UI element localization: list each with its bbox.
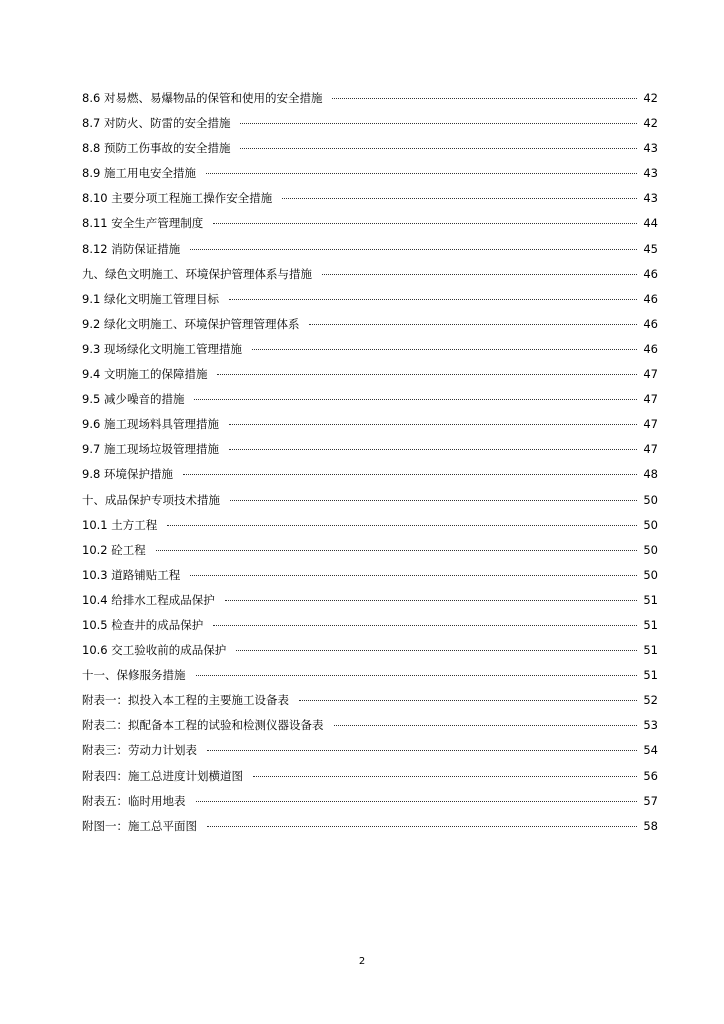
toc-dot-leader <box>240 147 637 149</box>
toc-entry-page: 57 <box>643 793 658 808</box>
toc-dot-leader <box>190 248 637 250</box>
toc-entry-title: 10.3 道路铺贴工程 <box>82 567 181 582</box>
toc-entry[interactable] <box>82 163 658 188</box>
toc-entry-title: 附表三：劳动力计划表 <box>82 743 197 758</box>
toc-entry[interactable] <box>82 314 658 339</box>
toc-entry-title: 10.4 给排水工程成品保护 <box>82 592 215 607</box>
toc-entry-page: 51 <box>643 668 658 683</box>
toc-dot-leader <box>253 775 637 777</box>
toc-dot-leader <box>217 373 637 375</box>
toc-entry[interactable] <box>82 138 658 163</box>
toc-entry-page: 52 <box>643 693 658 708</box>
toc-entry-page: 44 <box>643 216 658 231</box>
toc-entry[interactable] <box>82 264 658 289</box>
toc-dot-leader <box>229 448 637 450</box>
toc-dot-leader <box>299 699 637 701</box>
toc-entry[interactable] <box>82 590 658 615</box>
toc-entry[interactable] <box>82 88 658 113</box>
toc-entry-title: 10.1 土方工程 <box>82 517 158 532</box>
toc-entry-title: 9.1 绿化文明施工管理目标 <box>82 291 219 306</box>
toc-entry-page: 47 <box>643 442 658 457</box>
toc-entry-title: 10.6 交工验收前的成品保护 <box>82 643 227 658</box>
toc-entry-title: 附表二：拟配备本工程的试验和检测仪器设备表 <box>82 718 324 733</box>
toc-entry[interactable] <box>82 364 658 389</box>
toc-entry-title: 10.2 砼工程 <box>82 542 146 557</box>
toc-entry-title: 9.7 施工现场垃圾管理措施 <box>82 442 219 457</box>
toc-entry-title: 9.4 文明施工的保障措施 <box>82 367 208 382</box>
toc-entry-title: 8.7 对防火、防雷的安全措施 <box>82 116 231 131</box>
toc-entry-page: 46 <box>643 266 658 281</box>
toc-dot-leader <box>230 499 637 501</box>
toc-entry-title: 附图一：施工总平面图 <box>82 818 197 833</box>
toc-entry-page: 47 <box>643 392 658 407</box>
toc-entry-title: 8.6 对易燃、易爆物品的保管和使用的安全措施 <box>82 91 323 105</box>
toc-entry[interactable] <box>82 414 658 439</box>
toc-entry[interactable] <box>82 715 658 740</box>
toc-entry-title: 8.12 消防保证措施 <box>82 241 181 256</box>
table-of-contents <box>82 88 658 841</box>
toc-entry-page: 43 <box>643 191 658 206</box>
toc-entry[interactable] <box>82 515 658 540</box>
toc-dot-leader <box>229 423 637 425</box>
toc-entry-title: 9.2 绿化文明施工、环境保护管理管理体系 <box>82 316 300 331</box>
toc-entry[interactable] <box>82 640 658 665</box>
toc-entry-page: 46 <box>643 341 658 356</box>
toc-entry[interactable] <box>82 213 658 238</box>
toc-entry-page: 48 <box>643 467 658 482</box>
toc-entry-title: 附表五：临时用地表 <box>82 793 186 808</box>
toc-entry[interactable] <box>82 239 658 264</box>
toc-dot-leader <box>213 624 637 626</box>
toc-entry-page: 58 <box>643 818 658 833</box>
toc-dot-leader <box>206 172 637 174</box>
toc-entry[interactable] <box>82 565 658 590</box>
toc-entry[interactable] <box>82 490 658 515</box>
toc-entry-title: 9.5 减少噪音的措施 <box>82 392 185 407</box>
toc-dot-leader <box>240 122 637 124</box>
toc-entry-page: 46 <box>643 291 658 306</box>
toc-entry[interactable] <box>82 816 658 841</box>
toc-dot-leader <box>183 473 637 475</box>
toc-dot-leader <box>236 649 637 651</box>
toc-entry-page: 53 <box>643 718 658 733</box>
toc-entry[interactable] <box>82 439 658 464</box>
toc-entry-page: 45 <box>643 241 658 256</box>
toc-dot-leader <box>194 398 637 400</box>
toc-entry-title: 九、绿色文明施工、环境保护管理体系与措施 <box>82 266 312 281</box>
toc-entry-page: 42 <box>643 91 658 105</box>
toc-dot-leader <box>207 825 637 827</box>
toc-dot-leader <box>213 222 637 224</box>
toc-entry-title: 9.8 环境保护措施 <box>82 467 173 482</box>
toc-entry-page: 56 <box>643 768 658 783</box>
toc-entry-title: 十、成品保护专项技术措施 <box>82 492 220 507</box>
toc-dot-leader <box>190 574 637 576</box>
toc-dot-leader <box>167 524 637 526</box>
toc-entry-page: 46 <box>643 316 658 331</box>
toc-entry-page: 43 <box>643 166 658 181</box>
toc-entry[interactable] <box>82 289 658 314</box>
toc-dot-leader <box>252 348 637 350</box>
toc-entry[interactable] <box>82 615 658 640</box>
toc-entry-page: 50 <box>643 567 658 582</box>
toc-entry-page: 51 <box>643 617 658 632</box>
toc-dot-leader <box>196 800 638 802</box>
toc-entry[interactable] <box>82 690 658 715</box>
toc-entry[interactable] <box>82 339 658 364</box>
toc-dot-leader <box>207 749 637 751</box>
toc-entry[interactable] <box>82 188 658 213</box>
toc-dot-leader <box>309 323 637 325</box>
toc-dot-leader <box>322 273 637 275</box>
toc-dot-leader <box>156 549 638 551</box>
toc-dot-leader <box>225 599 638 601</box>
toc-entry-title: 10.5 检查井的成品保护 <box>82 617 204 632</box>
toc-entry-page: 50 <box>643 542 658 557</box>
toc-entry-title: 9.3 现场绿化文明施工管理措施 <box>82 341 242 356</box>
toc-dot-leader <box>282 197 637 199</box>
toc-entry-title: 9.6 施工现场料具管理措施 <box>82 417 219 432</box>
toc-entry-title: 附表四：施工总进度计划横道图 <box>82 768 243 783</box>
toc-entry-page: 54 <box>643 743 658 758</box>
toc-entry[interactable] <box>82 766 658 791</box>
toc-entry-page: 50 <box>643 492 658 507</box>
toc-entry[interactable] <box>82 665 658 690</box>
toc-dot-leader <box>332 97 637 99</box>
toc-entry-title: 8.10 主要分项工程施工操作安全措施 <box>82 191 273 206</box>
toc-entry[interactable] <box>82 464 658 489</box>
toc-entry-title: 8.8 预防工伤事故的安全措施 <box>82 141 231 156</box>
toc-dot-leader <box>196 674 638 676</box>
toc-entry-page: 47 <box>643 367 658 382</box>
toc-entry-page: 43 <box>643 141 658 156</box>
toc-entry-page: 47 <box>643 417 658 432</box>
page-number: 2 <box>358 956 366 967</box>
toc-entry[interactable] <box>82 540 658 565</box>
toc-entry-page: 50 <box>643 517 658 532</box>
toc-entry-title: 8.11 安全生产管理制度 <box>82 216 204 231</box>
toc-entry-title: 附表一：拟投入本工程的主要施工设备表 <box>82 693 289 708</box>
toc-dot-leader <box>229 298 637 300</box>
toc-dot-leader <box>334 724 638 726</box>
toc-entry[interactable] <box>82 113 658 138</box>
toc-entry-page: 51 <box>643 643 658 658</box>
toc-entry[interactable] <box>82 740 658 765</box>
toc-entry[interactable] <box>82 389 658 414</box>
toc-entry[interactable] <box>82 791 658 816</box>
toc-entry-page: 42 <box>643 116 658 131</box>
toc-entry-title: 8.9 施工用电安全措施 <box>82 166 196 181</box>
toc-entry-title: 十一、保修服务措施 <box>82 668 186 683</box>
toc-entry-page: 51 <box>643 592 658 607</box>
